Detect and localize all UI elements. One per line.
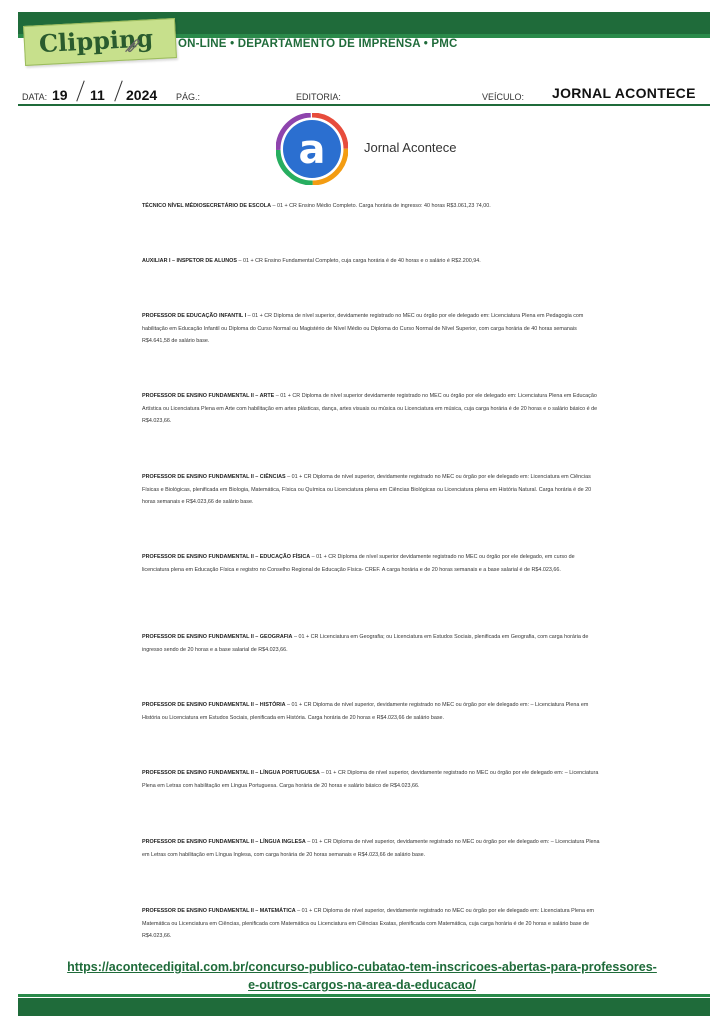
job-description: – 01 + CR Diploma de nível superior, devidamente registrado no MEC ou órgão por ele delegado em: Licenciatura Plena em Pedagogia com habilitação em Educação Infantil ou Diploma do Curso Normal ou Magistério de Nível Médio ou Diploma do Curso Normal de Nível Superior, com carga horária de 40 horas semanais R$4.641,58 de salário base. — [142, 313, 584, 344]
date-label: DATA: — [22, 92, 48, 102]
job-title: PROFESSOR DE ENSINO FUNDAMENTAL II – EDUCAÇÃO FÍSICA — [142, 554, 311, 560]
job-description: – 01 + CR Ensino Fundamental Completo, cuja carga horária é de 40 horas e o salário é R$2.200,94. — [236, 258, 481, 264]
date-year: 2024 — [126, 87, 158, 103]
job-title: PROFESSOR DE ENSINO FUNDAMENTAL II – LÍNGUA INGLESA — [142, 839, 306, 845]
job-entry — [142, 255, 602, 268]
job-entry — [142, 200, 602, 213]
footer-band-accent — [18, 994, 710, 997]
job-title: PROFESSOR DE ENSINO FUNDAMENTAL II – HISTÓRIA — [142, 702, 286, 708]
clipping-brand: Clipping — [38, 23, 154, 59]
job-description: – 01 + CR Licenciatura em Geografia; ou Licenciatura em Estudos Sociais, plenificada em Geografia, com carga horária de ingresso sendo de 20 horas e a base salarial de R$4.023,66. — [142, 634, 589, 653]
job-title: PROFESSOR DE ENSINO FUNDAMENTAL II – CIÊNCIAS — [142, 474, 286, 480]
job-entry — [142, 767, 602, 792]
job-title: TÉCNICO NÍVEL MÉDIOSECRETÁRIO DE ESCOLA — [142, 203, 271, 209]
footer-band — [18, 998, 710, 1016]
job-description: – 01 + CR Diploma de nível superior, devidamente registrado no MEC ou órgão por ele delegado em: – Licenciatura Plena em História ou Licenciatura em Estudos Sociais, plenificada em História. Carga horária de 20 horas e R$4.023,66 de salário base. — [142, 702, 589, 721]
date-separator — [76, 80, 84, 101]
job-entry — [142, 905, 602, 943]
veiculo-label: VEÍCULO: — [482, 92, 525, 102]
date-month: 11 — [90, 87, 105, 103]
editoria-label: EDITORIA: — [296, 92, 341, 102]
job-description: – 01 + CR Diploma de nível superior devidamente registrado no MEC ou órgão por ele delegado em: Licenciatura Plena em Educação Artística ou Licenciatura Plena em Arte com habilitação em artes plásticas, dança, artes visuais ou música ou Licenciatura em música, cuja carga horária é de 20 horas e o salário básico é de R$4.023,66. — [142, 393, 598, 424]
date-separator — [114, 80, 122, 101]
veiculo-value: JORNAL ACONTECE — [552, 85, 696, 101]
department-title: ON-LINE • DEPARTAMENTO DE IMPRENSA • PMC — [178, 38, 458, 50]
header-rule — [18, 104, 710, 106]
job-title: AUXILIAR I – INSPETOR DE ALUNOS — [142, 258, 237, 264]
job-entry — [142, 390, 602, 428]
clipping-tag — [23, 18, 177, 66]
paperclip-icon — [123, 39, 142, 54]
job-description: – 01 + CR Diploma de nível superior, devidamente registrado no MEC ou órgão por ele delegado em: Licenciatura Plena em Matemática ou Licenciatura em Ciências, plenificada com Matemática ou Licenciatura em Ciências Exatas, plenificada com Matemática, cuja carga horária é de 20 horas e salário base de R$4.023,66. — [142, 908, 594, 939]
job-entry — [142, 471, 602, 509]
job-title: PROFESSOR DE ENSINO FUNDAMENTAL II – GEOGRAFIA — [142, 634, 293, 640]
job-description: – 01 + CR Diploma de nível superior devidamente registrado no MEC ou órgão por ele delegado, em curso de licenciatura plena em Educação Física e registro no Conselho Regional de Educação Física- CREF. A carga horária e de 20 horas semanais e a base salarial é de R$4.023,66. — [142, 554, 575, 573]
job-entry — [142, 310, 602, 348]
date-day: 19 — [52, 87, 68, 103]
job-entry — [142, 631, 602, 656]
job-description: – 01 + CR Diploma de nível superior, devidamente registrado no MEC ou órgão por ele delegado em: – Licenciatura Plena em Letras com habilitação em Língua Portuguesa. Carga horária de 20 horas e salário básico de R$4.023,66. — [142, 770, 599, 789]
job-description: – 01 + CR Diploma de nível superior, devidamente registrado no MEC ou órgão por ele delegado em: – Licenciatura Plena em Letras com habilitação em Língua Inglesa, com carga horária de 20 horas semanais e R$4.023,66 de salário base. — [142, 839, 600, 858]
job-entry — [142, 836, 602, 861]
source-link-line1[interactable]: https://acontecedigital.com.br/concurso-publico-cubatao-tem-inscricoes-abertas-para-professores- — [67, 960, 657, 974]
source-link-line2[interactable]: e-outros-cargos-na-area-da-educacao/ — [248, 978, 476, 992]
job-entry — [142, 551, 602, 576]
job-title: PROFESSOR DE EDUCAÇÃO INFANTIL I — [142, 313, 247, 319]
logo-letter: a — [298, 127, 326, 173]
job-description: – 01 + CR Ensino Médio Completo. Carga horária de ingresso: 40 horas R$3.061,23 74,00. — [271, 203, 491, 209]
source-link[interactable] — [30, 958, 694, 994]
page-label: PÁG.: — [176, 92, 201, 102]
jornal-acontece-logo — [276, 113, 348, 185]
job-description: – 01 + CR Diploma de nível superior, devidamente registrado no MEC ou órgão por ele delegado em: Licenciatura em Ciências Físicas e Biológicas, plenificada em Biologia, Matemática, Física ou Química ou Licenciatura plena em Ciências Biológicas ou Licenciatura plena em História Natural. Carga horária é de 20 horas semanais e R$4.023,66 de salário base. — [142, 474, 592, 505]
logo-name: Jornal Acontece — [364, 140, 457, 155]
job-entry — [142, 699, 602, 724]
job-title: PROFESSOR DE ENSINO FUNDAMENTAL II – MATEMÁTICA — [142, 908, 296, 914]
job-title: PROFESSOR DE ENSINO FUNDAMENTAL II – LÍNGUA PORTUGUESA — [142, 770, 320, 776]
job-title: PROFESSOR DE ENSINO FUNDAMENTAL II – ARTE — [142, 393, 275, 399]
top-margin — [0, 0, 724, 10]
